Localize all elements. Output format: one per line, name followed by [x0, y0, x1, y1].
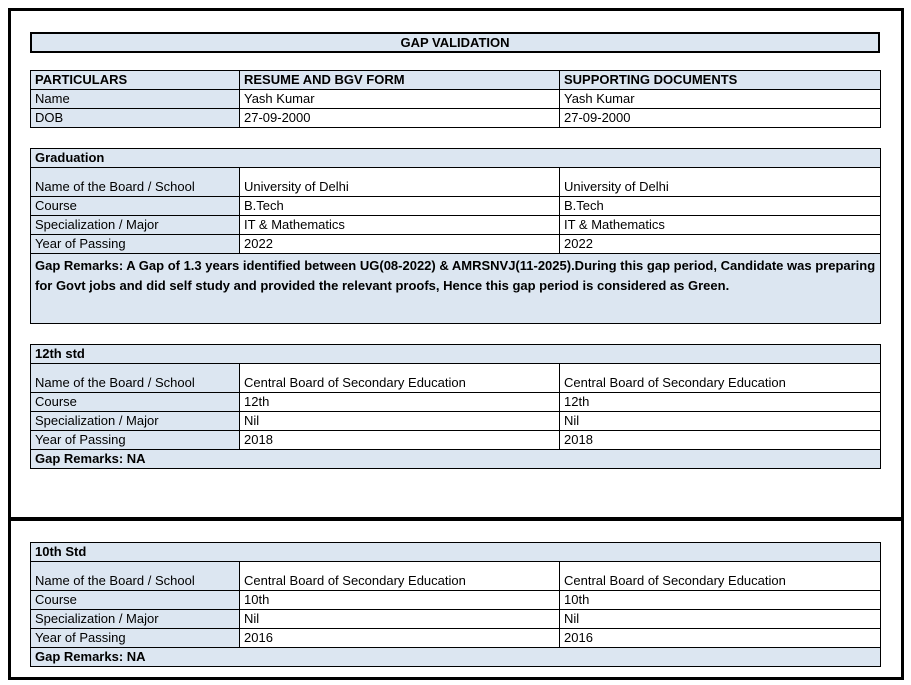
gap-remarks-row: [31, 450, 881, 469]
particulars-header-col2: RESUME AND BGV FORM: [240, 71, 560, 90]
supporting-value: B.Tech: [560, 197, 881, 216]
row-label: Year of Passing: [31, 235, 240, 254]
table-row: [31, 412, 881, 431]
gap-remarks-text: Gap Remarks: NA: [31, 450, 881, 469]
table-row: [31, 109, 881, 128]
supporting-value: 2016: [560, 629, 881, 648]
graduation-table: [30, 148, 881, 324]
supporting-value: University of Delhi: [560, 168, 881, 197]
supporting-value: Yash Kumar: [560, 90, 881, 109]
tenth-std-table: [30, 542, 881, 667]
table-row: [31, 393, 881, 412]
resume-value: Nil: [240, 610, 560, 629]
row-label: Year of Passing: [31, 431, 240, 450]
page-section-bottom: [11, 542, 901, 667]
table-row: [31, 197, 881, 216]
row-label: Name of the Board / School: [31, 562, 240, 591]
table-row: [31, 235, 881, 254]
table-row: [31, 591, 881, 610]
supporting-value: 2018: [560, 431, 881, 450]
resume-value: IT & Mathematics: [240, 216, 560, 235]
section-heading-row: [31, 149, 881, 168]
particulars-header-col1: PARTICULARS: [31, 71, 240, 90]
supporting-value: Central Board of Secondary Education: [560, 364, 881, 393]
supporting-value: 2022: [560, 235, 881, 254]
row-label: Course: [31, 393, 240, 412]
row-label: Name of the Board / School: [31, 364, 240, 393]
row-label: Specialization / Major: [31, 610, 240, 629]
resume-value: 12th: [240, 393, 560, 412]
table-row: [31, 364, 881, 393]
table-row: [31, 610, 881, 629]
resume-value: 2016: [240, 629, 560, 648]
resume-value: 27-09-2000: [240, 109, 560, 128]
table-row: [31, 90, 881, 109]
resume-value: B.Tech: [240, 197, 560, 216]
row-label: Specialization / Major: [31, 412, 240, 431]
row-label: Year of Passing: [31, 629, 240, 648]
section-divider: [11, 517, 901, 521]
table-row: [31, 629, 881, 648]
resume-value: Nil: [240, 412, 560, 431]
resume-value: Central Board of Secondary Education: [240, 562, 560, 591]
twelfth-std-table: [30, 344, 881, 469]
supporting-value: Nil: [560, 610, 881, 629]
resume-value: 2018: [240, 431, 560, 450]
section-heading-row: [31, 345, 881, 364]
gap-remarks-text: Gap Remarks: NA: [31, 648, 881, 667]
gap-remarks-row: [31, 254, 881, 324]
section-heading-row: [31, 543, 881, 562]
table-row: [31, 216, 881, 235]
particulars-header-row: [31, 71, 881, 90]
row-label: Course: [31, 197, 240, 216]
table-row: [31, 431, 881, 450]
page-title: GAP VALIDATION: [30, 32, 880, 53]
gap-remarks-text: Gap Remarks: A Gap of 1.3 years identified between UG(08-2022) & AMRSNVJ(11-2025).During this gap period, Candidate was preparing for Govt jobs and did self study and provided the relevant proofs, Hence this gap period is considered as Green.: [31, 254, 881, 324]
row-label: Course: [31, 591, 240, 610]
row-label: DOB: [31, 109, 240, 128]
resume-value: University of Delhi: [240, 168, 560, 197]
supporting-value: 27-09-2000: [560, 109, 881, 128]
resume-value: 10th: [240, 591, 560, 610]
table-row: [31, 562, 881, 591]
document-page: [8, 8, 904, 680]
particulars-header-col3: SUPPORTING DOCUMENTS: [560, 71, 881, 90]
table-row: [31, 168, 881, 197]
particulars-table: [30, 70, 881, 128]
row-label: Specialization / Major: [31, 216, 240, 235]
resume-value: Yash Kumar: [240, 90, 560, 109]
section-heading: Graduation: [31, 149, 881, 168]
supporting-value: IT & Mathematics: [560, 216, 881, 235]
section-heading: 10th Std: [31, 543, 881, 562]
page-section-top: [11, 32, 901, 517]
supporting-value: Central Board of Secondary Education: [560, 562, 881, 591]
row-label: Name: [31, 90, 240, 109]
row-label: Name of the Board / School: [31, 168, 240, 197]
resume-value: Central Board of Secondary Education: [240, 364, 560, 393]
gap-remarks-row: [31, 648, 881, 667]
supporting-value: 10th: [560, 591, 881, 610]
resume-value: 2022: [240, 235, 560, 254]
supporting-value: Nil: [560, 412, 881, 431]
section-heading: 12th std: [31, 345, 881, 364]
supporting-value: 12th: [560, 393, 881, 412]
